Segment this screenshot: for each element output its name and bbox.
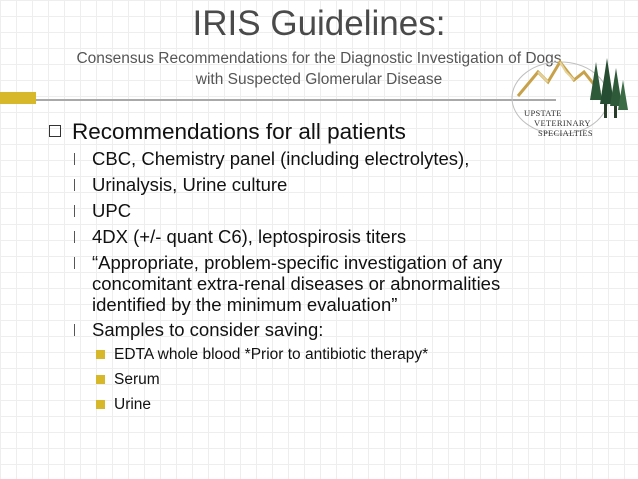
gold-square-bullet-icon bbox=[96, 375, 105, 384]
bar-bullet-icon bbox=[74, 257, 78, 269]
list-item bbox=[46, 174, 606, 196]
list-item-text: Urinalysis, Urine culture bbox=[92, 174, 288, 195]
gold-square-bullet-icon bbox=[96, 350, 105, 359]
sub-list-item bbox=[46, 395, 606, 415]
subtitle-line-1: Consensus Recommendations for the Diagnostic Investigation of Dogs bbox=[76, 50, 562, 67]
slide-content bbox=[46, 118, 606, 420]
sub-list-item bbox=[46, 370, 606, 390]
bar-bullet-icon bbox=[74, 231, 78, 243]
bar-bullet-icon bbox=[74, 153, 78, 165]
logo-line-3: SPECIALTIES bbox=[538, 128, 593, 138]
sub-list-item-text: Serum bbox=[114, 371, 160, 388]
logo-line-1: UPSTATE bbox=[524, 108, 562, 118]
slide-title: IRIS Guidelines: bbox=[192, 4, 446, 43]
list-item bbox=[46, 319, 606, 341]
gold-square-bullet-icon bbox=[96, 400, 105, 409]
accent-bar bbox=[0, 92, 36, 104]
heading-text: Recommendations for all patients bbox=[72, 119, 406, 144]
subtitle-line-2: with Suspected Glomerular Disease bbox=[195, 71, 443, 88]
list-item-text: Samples to consider saving: bbox=[92, 319, 324, 340]
list-item bbox=[46, 226, 606, 248]
heading-bullet bbox=[46, 118, 606, 146]
logo-line-2: VETERINARY bbox=[534, 118, 591, 128]
bar-bullet-icon bbox=[74, 205, 78, 217]
list-item-text: “Appropriate, problem-specific investigation of any concomitant extra-renal diseases or abnormalities identified by the minimum evaluation” bbox=[92, 252, 503, 315]
list-item-text: 4DX (+/- quant C6), leptospirosis titers bbox=[92, 226, 407, 247]
title-rule bbox=[36, 99, 556, 101]
list-item bbox=[46, 148, 606, 170]
sub-list-item-text: EDTA whole blood *Prior to antibiotic therapy* bbox=[114, 346, 429, 363]
list-item bbox=[46, 252, 606, 315]
sub-list-item bbox=[46, 345, 606, 365]
sub-list-item-text: Urine bbox=[114, 396, 152, 413]
square-outline-bullet-icon bbox=[49, 125, 61, 137]
list-item bbox=[46, 200, 606, 222]
bar-bullet-icon bbox=[74, 179, 78, 191]
bar-bullet-icon bbox=[74, 324, 78, 336]
list-item-text: UPC bbox=[92, 200, 132, 221]
list-item-text: CBC, Chemistry panel (including electrolytes), bbox=[92, 148, 470, 169]
